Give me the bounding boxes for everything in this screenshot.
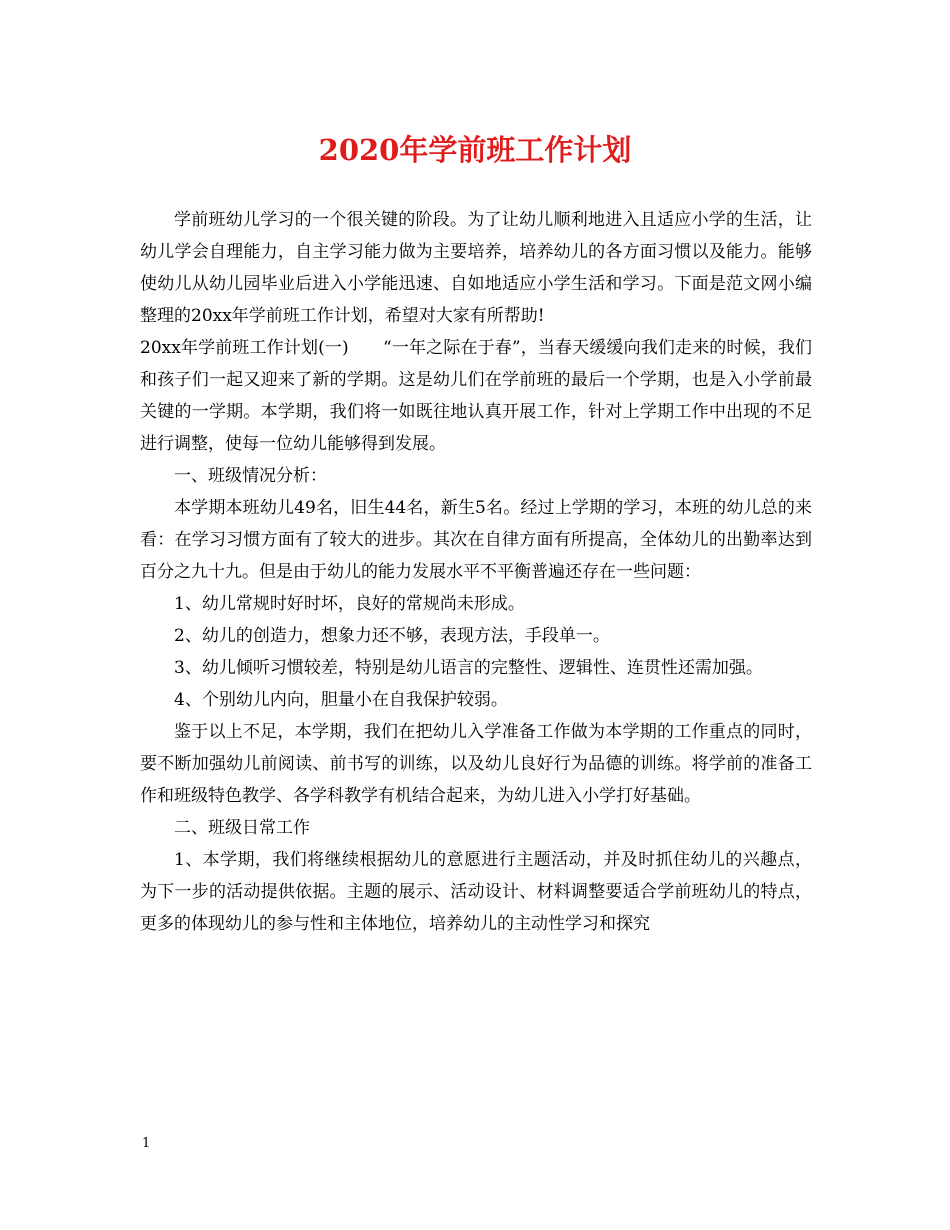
- document-body: [140, 204, 812, 940]
- paragraph-plan-one: 20xx年学前班工作计划(一) “一年之际在于春”，当春天缓缓向我们走来的时候，我们和孩子们一起又迎来了新的学期。这是幼儿们在学前班的最后一个学期，也是入小学前最关键的一学期。本学期，我们将一如既往地认真开展工作，针对上学期工作中出现的不足进行调整，使每一位幼儿能够得到发展。: [140, 338, 812, 454]
- list-item-3: 3、幼儿倾听习惯较差，特别是幼儿语言的完整性、逻辑性、连贯性还需加强。: [174, 658, 763, 678]
- list-item-2: 2、幼儿的创造力，想象力还不够，表现方法，手段单一。: [174, 626, 610, 646]
- section-heading-class-analysis: 一、班级情况分析：: [174, 466, 327, 486]
- paragraph-daily-work-1: 1、本学期，我们将继续根据幼儿的意愿进行主题活动，并及时抓住幼儿的兴趣点，为下一步的活动提供依据。主题的展示、活动设计、材料调整要适合学前班幼儿的特点，更多的体现幼儿的参与性和主体地位，培养幼儿的主动性学习和探究: [140, 850, 812, 934]
- document-title: 2020年学前班工作计划: [318, 133, 632, 167]
- list-item-1: 1、幼儿常规时好时坏，良好的常规尚未形成。: [174, 594, 525, 614]
- paragraph-intro: 学前班幼儿学习的一个很关键的阶段。为了让幼儿顺利地进入且适应小学的生活，让幼儿学会自理能力，自主学习能力做为主要培养，培养幼儿的各方面习惯以及能力。能够使幼儿从幼儿园毕业后进入小学能迅速、自如地适应小学生活和学习。下面是范文网小编整理的20xx年学前班工作计划，希望对大家有所帮助!: [140, 210, 812, 326]
- paragraph-class-situation: 本学期本班幼儿49名，旧生44名，新生5名。经过上学期的学习，本班的幼儿总的来看：在学习习惯方面有了较大的进步。其次在自律方面有所提高，全体幼儿的出勤率达到百分之九十九。但是由于幼儿的能力发展水平不平衡普遍还存在一些问题：: [140, 498, 812, 582]
- section-heading-daily-work: 二、班级日常工作: [174, 818, 310, 838]
- paragraph-focus: 鉴于以上不足，本学期，我们在把幼儿入学准备工作做为本学期的工作重点的同时，要不断加强幼儿前阅读、前书写的训练，以及幼儿良好行为品德的训练。将学前的准备工作和班级特色教学、各学科教学有机结合起来，为幼儿进入小学打好基础。: [140, 722, 812, 806]
- list-item-4: 4、个别幼儿内向，胆量小在自我保护较弱。: [174, 690, 508, 710]
- page-number: 1: [142, 1136, 151, 1151]
